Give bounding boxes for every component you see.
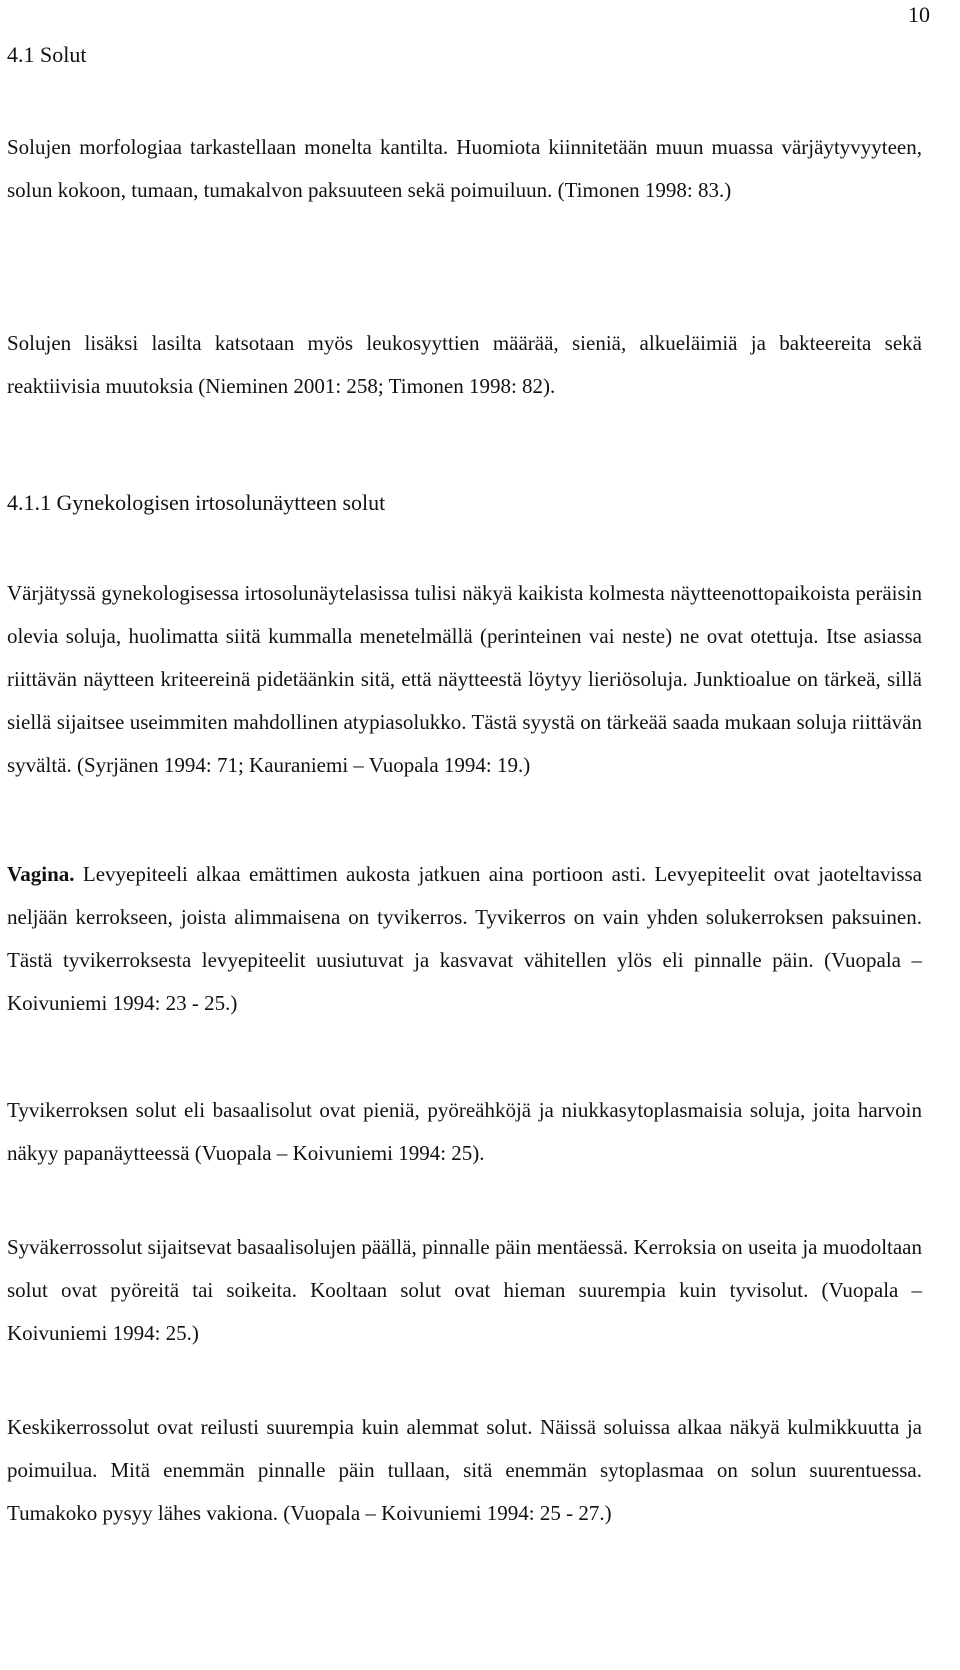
section-heading: 4.1 Solut bbox=[7, 42, 87, 67]
paragraph-parabasal-cells: Syväkerrossolut sijaitsevat basaalisolujen päällä, pinnalle päin mentäessä. Kerroksia on useita ja muodoltaan solut ovat pyöreitä tai soikeita. Kooltaan solut ovat hieman suurempia kuin tyvisolut. (Vuopala – Koivuniemi 1994: 25.) bbox=[7, 1235, 922, 1345]
page-number: 10 bbox=[908, 2, 930, 27]
paragraph-basal-cells: Tyvikerroksen solut eli basaalisolut ovat pieniä, pyöreähköjä ja niukkasytoplasmaisia soluja, joita harvoin näkyy papanäytteessä (Vuopala – Koivuniemi 1994: 25). bbox=[7, 1098, 922, 1165]
paragraph-intermediate-cells: Keskikerrossolut ovat reilusti suurempia kuin alemmat solut. Näissä soluissa alkaa näkyä kulmikkuutta ja poimuilua. Mitä enemmän pinnalle päin tullaan, sitä enemmän sytoplasmaa on solun suurentuessa. Tumakoko pysyy lähes vakiona. (Vuopala – Koivuniemi 1994: 25 - 27.) bbox=[7, 1415, 922, 1525]
paragraph-vagina bbox=[7, 853, 922, 1025]
paragraph-vagina-text: Levyepiteeli alkaa emättimen aukosta jatkuen aina portioon asti. Levyepiteelit ovat jaoteltavissa neljään kerrokseen, joista alimmaisena on tyvikerros. Tyvikerros on vain yhden solukerroksen paksuinen. Tästä tyvikerroksesta levyepiteelit uusiutuvat ja kasvavat vähitellen ylös eli pinnalle päin. (Vuopala – Koivuniemi 1994: 23 - 25.) bbox=[7, 862, 922, 1015]
paragraph-additional-findings: Solujen lisäksi lasilta katsotaan myös leukosyyttien määrää, sieniä, alkueläimiä ja bakteereita sekä reaktiivisia muutoksia (Nieminen 2001: 258; Timonen 1998: 82). bbox=[7, 331, 922, 398]
subsection-heading: 4.1.1 Gynekologisen irtosolunäytteen solut bbox=[7, 490, 386, 515]
term-vagina: Vagina. bbox=[7, 862, 75, 886]
paragraph-morphology: Solujen morfologiaa tarkastellaan monelta kantilta. Huomiota kiinnitetään muun muassa värjäytyvyyteen, solun kokoon, tumaan, tumakalvon paksuuteen sekä poimuiluun. (Timonen 1998: 83.) bbox=[7, 135, 922, 202]
paragraph-sample-criteria: Värjätyssä gynekologisessa irtosolunäytelasissa tulisi näkyä kaikista kolmesta näytteenottopaikoista peräisin olevia soluja, huolimatta siitä kummalla menetelmällä (perinteinen vai neste) ne ovat otettuja. Itse asiassa riittävän näytteen kriteereinä pidetäänkin sitä, että näytteestä löytyy lieriösoluja. Junktioalue on tärkeä, sillä siellä sijaitsee useimmiten mahdollinen atypiasolukko. Tästä syystä on tärkeää saada mukaan soluja riittävän syvältä. (Syrjänen 1994: 71; Kauraniemi – Vuopala 1994: 19.) bbox=[7, 581, 922, 777]
